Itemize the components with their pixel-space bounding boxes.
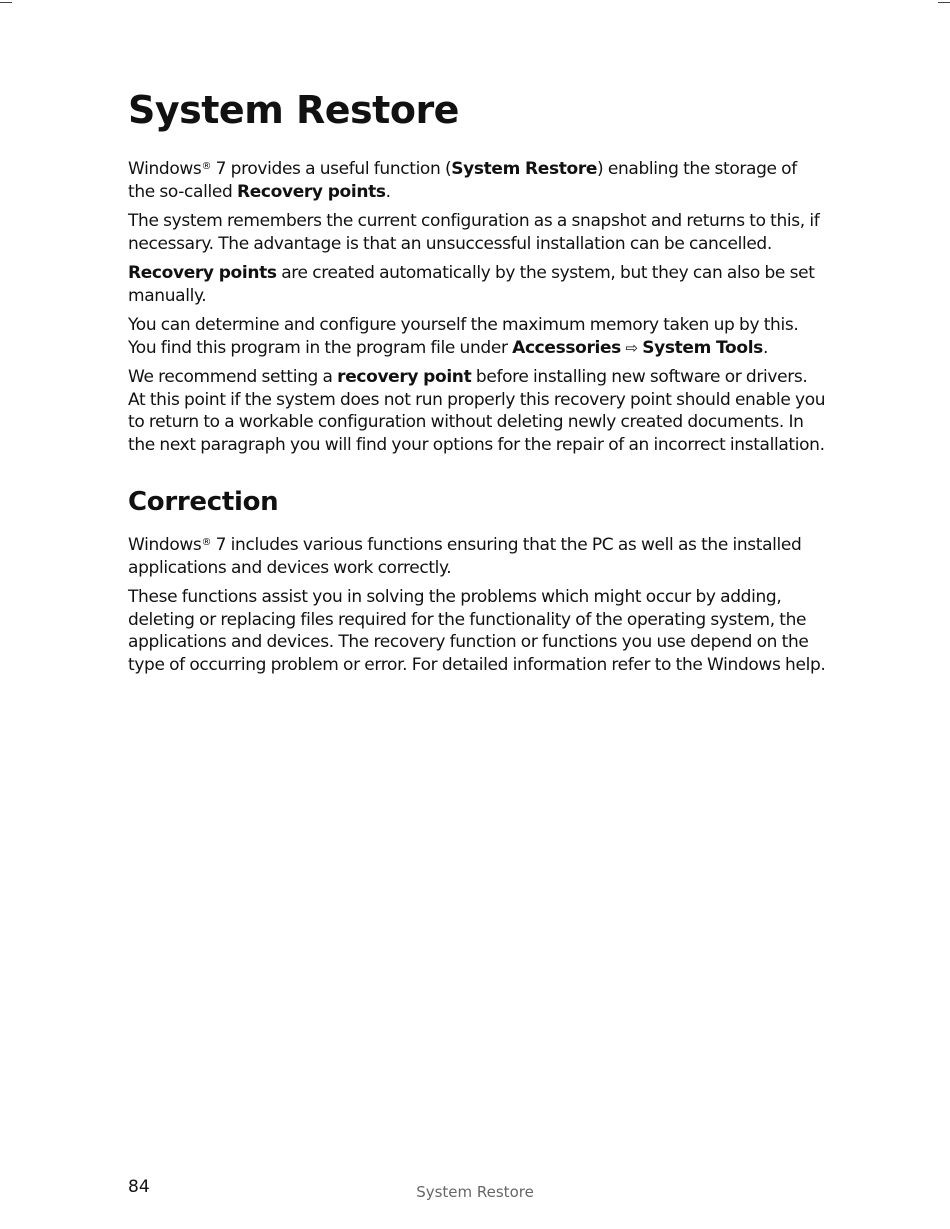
intro-paragraph-2: The system remembers the current configuration as a snapshot and returns to this, if necessary. The advantage is that an unsuccessful installation can be cancelled. — [128, 211, 820, 254]
correction-paragraph-1: Windows® 7 includes various functions ensuring that the PC as well as the installed applications and devices work correctly. — [128, 535, 802, 578]
page-content — [128, 84, 828, 683]
intro-paragraph-5: We recommend setting a recovery point before installing new software or drivers. At this point if the system does not run properly this recovery point should enable you to return to a workable configuration without deleting newly created documents. In the next paragraph you will find your options for the repair of an incorrect installation. — [128, 367, 826, 455]
page-number: 84 — [128, 1177, 150, 1197]
crop-mark-left — [0, 2, 12, 3]
intro-paragraph-4: You can determine and configure yourself the maximum memory taken up by this. You find this program in the program file under Accessories ⇨ System Tools. — [128, 315, 799, 358]
page-title: System Restore — [128, 88, 459, 132]
intro-paragraph-1: Windows® 7 provides a useful function (System Restore) enabling the storage of the so-called Recovery points. — [128, 159, 797, 202]
intro-paragraph-3: Recovery points are created automatically by the system, but they can also be set manually. — [128, 263, 815, 306]
correction-paragraph-2: These functions assist you in solving the problems which might occur by adding, deleting or replacing files required for the functionality of the operating system, the applications and devices. The recovery function or functions you use depend on the type of occurring problem or error. For detailed information refer to the Windows help. — [128, 587, 826, 675]
section-heading-correction: Correction — [128, 487, 279, 517]
crop-mark-right — [938, 2, 950, 3]
arrow-right-icon: ⇨ — [625, 338, 638, 357]
running-footer: System Restore — [416, 1183, 534, 1201]
